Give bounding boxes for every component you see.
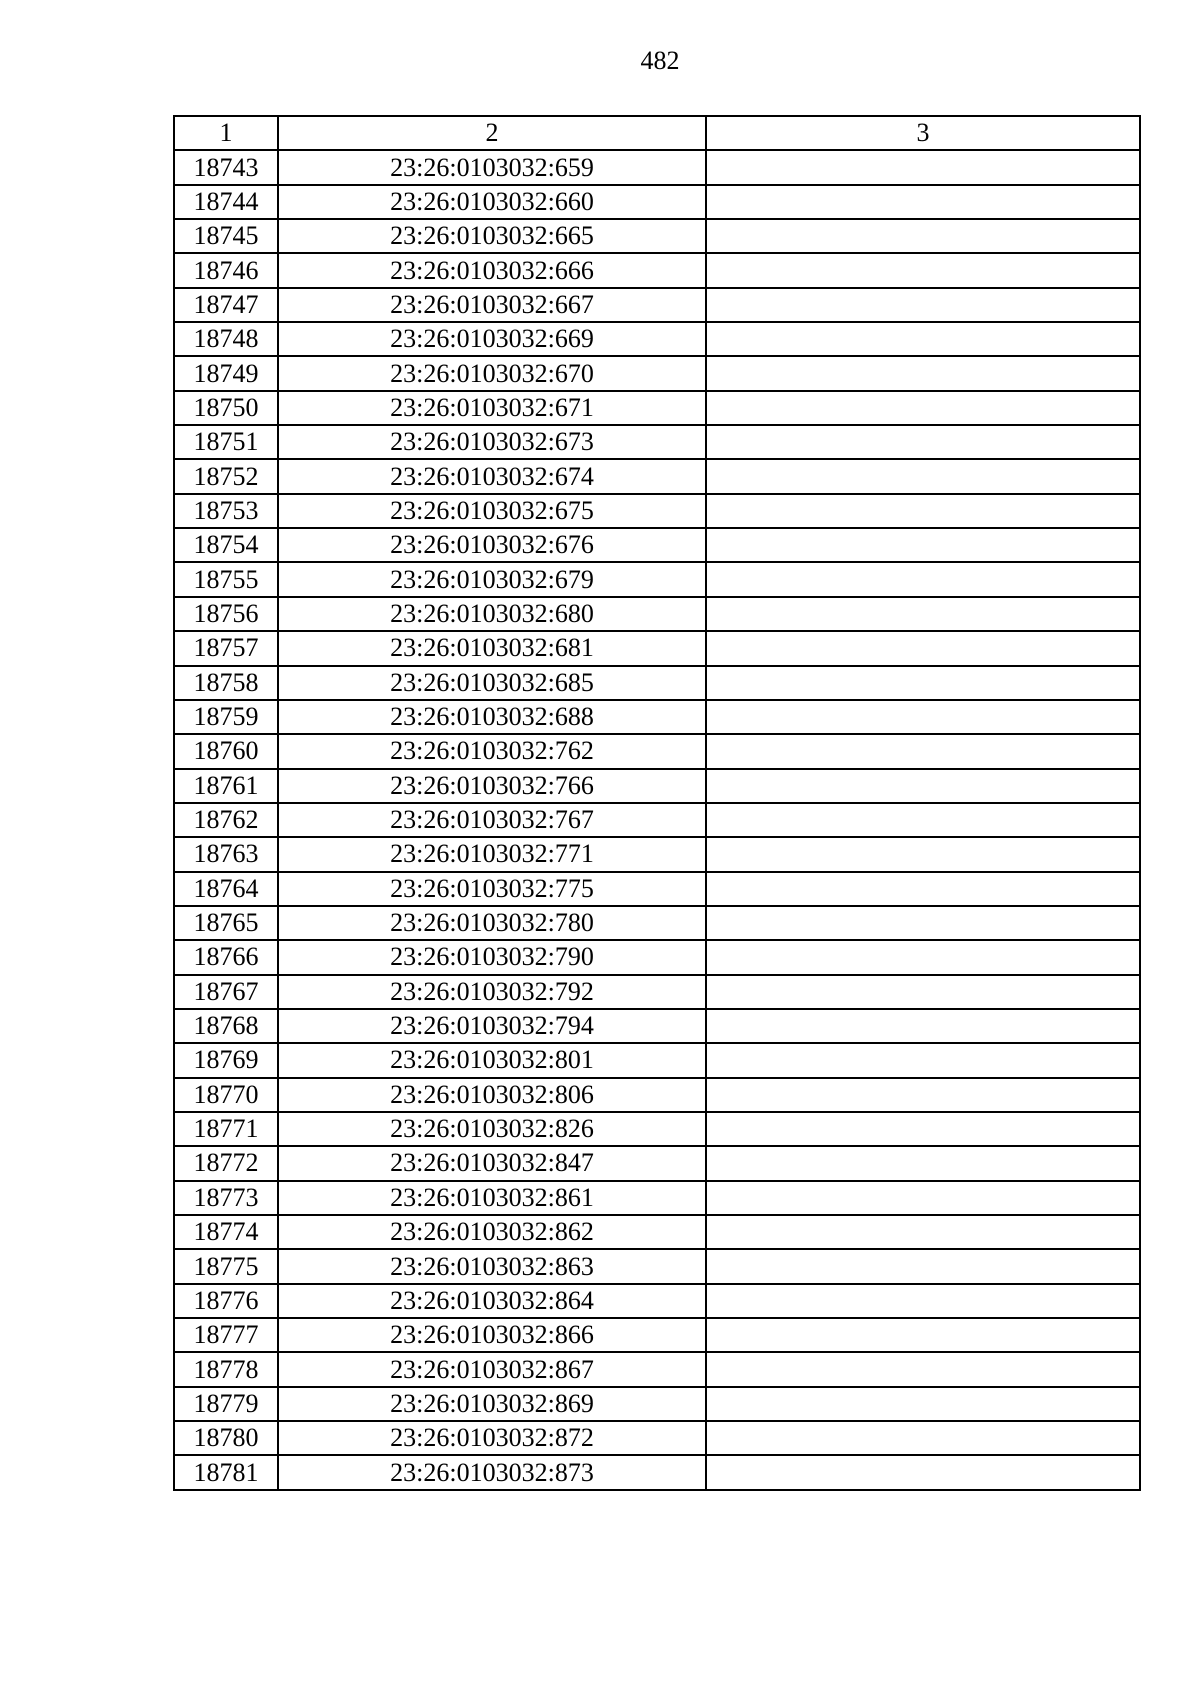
row-number-cell: 18758 (174, 666, 278, 700)
cadastral-number-cell: 23:26:0103032:862 (278, 1215, 706, 1249)
notes-cell (706, 1249, 1140, 1283)
notes-cell (706, 1455, 1140, 1489)
table-row (174, 356, 1140, 390)
notes-cell (706, 1318, 1140, 1352)
cadastral-number-cell: 23:26:0103032:671 (278, 391, 706, 425)
table-row (174, 837, 1140, 871)
table-row (174, 769, 1140, 803)
table-row (174, 1146, 1140, 1180)
row-number-cell: 18762 (174, 803, 278, 837)
table-row (174, 1078, 1140, 1112)
cadastral-number-cell: 23:26:0103032:762 (278, 734, 706, 768)
table-row (174, 1009, 1140, 1043)
row-number-cell: 18752 (174, 459, 278, 493)
row-number-cell: 18745 (174, 219, 278, 253)
row-number-cell: 18746 (174, 253, 278, 287)
cadastral-number-cell: 23:26:0103032:801 (278, 1043, 706, 1077)
cadastral-number-cell: 23:26:0103032:660 (278, 185, 706, 219)
notes-cell (706, 700, 1140, 734)
row-number-cell: 18748 (174, 322, 278, 356)
row-number-cell: 18780 (174, 1421, 278, 1455)
table-row (174, 562, 1140, 596)
row-number-cell: 18768 (174, 1009, 278, 1043)
notes-cell (706, 975, 1140, 1009)
table-row (174, 1455, 1140, 1489)
notes-cell (706, 150, 1140, 184)
row-number-cell: 18743 (174, 150, 278, 184)
table-row (174, 666, 1140, 700)
cadastral-number-cell: 23:26:0103032:674 (278, 459, 706, 493)
cadastral-number-cell: 23:26:0103032:675 (278, 494, 706, 528)
cadastral-number-cell: 23:26:0103032:790 (278, 940, 706, 974)
row-number-cell: 18756 (174, 597, 278, 631)
table-row (174, 322, 1140, 356)
table-row (174, 940, 1140, 974)
notes-cell (706, 906, 1140, 940)
table-row (174, 425, 1140, 459)
notes-cell (706, 1181, 1140, 1215)
notes-cell (706, 837, 1140, 871)
row-number-cell: 18753 (174, 494, 278, 528)
cadastral-number-cell: 23:26:0103032:847 (278, 1146, 706, 1180)
table-row (174, 219, 1140, 253)
table-body (174, 150, 1140, 1489)
table-row (174, 631, 1140, 665)
cadastral-number-cell: 23:26:0103032:680 (278, 597, 706, 631)
cadastral-number-cell: 23:26:0103032:679 (278, 562, 706, 596)
row-number-cell: 18761 (174, 769, 278, 803)
row-number-cell: 18759 (174, 700, 278, 734)
notes-cell (706, 459, 1140, 493)
row-number-cell: 18760 (174, 734, 278, 768)
notes-cell (706, 494, 1140, 528)
row-number-cell: 18777 (174, 1318, 278, 1352)
cadastral-number-cell: 23:26:0103032:794 (278, 1009, 706, 1043)
notes-cell (706, 1078, 1140, 1112)
row-number-cell: 18769 (174, 1043, 278, 1077)
row-number-cell: 18766 (174, 940, 278, 974)
table-row (174, 803, 1140, 837)
row-number-cell: 18764 (174, 872, 278, 906)
cadastral-table (173, 115, 1141, 1491)
notes-cell (706, 253, 1140, 287)
row-number-cell: 18778 (174, 1352, 278, 1386)
cadastral-number-cell: 23:26:0103032:670 (278, 356, 706, 390)
notes-cell (706, 322, 1140, 356)
row-number-cell: 18770 (174, 1078, 278, 1112)
table-row (174, 1043, 1140, 1077)
table-row (174, 734, 1140, 768)
row-number-cell: 18757 (174, 631, 278, 665)
table-row (174, 1181, 1140, 1215)
notes-cell (706, 1352, 1140, 1386)
notes-cell (706, 356, 1140, 390)
column-header-2: 2 (278, 116, 706, 150)
row-number-cell: 18776 (174, 1284, 278, 1318)
cadastral-number-cell: 23:26:0103032:685 (278, 666, 706, 700)
cadastral-number-cell: 23:26:0103032:766 (278, 769, 706, 803)
page-number: 482 (640, 46, 680, 75)
table-row (174, 872, 1140, 906)
row-number-cell: 18749 (174, 356, 278, 390)
notes-cell (706, 769, 1140, 803)
cadastral-number-cell: 23:26:0103032:826 (278, 1112, 706, 1146)
cadastral-number-cell: 23:26:0103032:659 (278, 150, 706, 184)
notes-cell (706, 288, 1140, 322)
cadastral-number-cell: 23:26:0103032:872 (278, 1421, 706, 1455)
row-number-cell: 18754 (174, 528, 278, 562)
row-number-cell: 18771 (174, 1112, 278, 1146)
row-number-cell: 18751 (174, 425, 278, 459)
notes-cell (706, 666, 1140, 700)
table-row (174, 1352, 1140, 1386)
notes-cell (706, 1009, 1140, 1043)
table-row (174, 459, 1140, 493)
row-number-cell: 18779 (174, 1387, 278, 1421)
cadastral-number-cell: 23:26:0103032:667 (278, 288, 706, 322)
row-number-cell: 18781 (174, 1455, 278, 1489)
table-row (174, 1249, 1140, 1283)
notes-cell (706, 1215, 1140, 1249)
notes-cell (706, 734, 1140, 768)
row-number-cell: 18773 (174, 1181, 278, 1215)
notes-cell (706, 1421, 1140, 1455)
cadastral-number-cell: 23:26:0103032:806 (278, 1078, 706, 1112)
cadastral-number-cell: 23:26:0103032:863 (278, 1249, 706, 1283)
cadastral-number-cell: 23:26:0103032:867 (278, 1352, 706, 1386)
row-number-cell: 18755 (174, 562, 278, 596)
cadastral-number-cell: 23:26:0103032:775 (278, 872, 706, 906)
row-number-cell: 18772 (174, 1146, 278, 1180)
notes-cell (706, 1112, 1140, 1146)
notes-cell (706, 185, 1140, 219)
table-row (174, 597, 1140, 631)
cadastral-number-cell: 23:26:0103032:864 (278, 1284, 706, 1318)
notes-cell (706, 940, 1140, 974)
notes-cell (706, 562, 1140, 596)
notes-cell (706, 1284, 1140, 1318)
row-number-cell: 18774 (174, 1215, 278, 1249)
table-row (174, 1284, 1140, 1318)
table-row (174, 288, 1140, 322)
table-row (174, 1387, 1140, 1421)
cadastral-number-cell: 23:26:0103032:861 (278, 1181, 706, 1215)
cadastral-number-cell: 23:26:0103032:873 (278, 1455, 706, 1489)
table-row (174, 1215, 1140, 1249)
notes-cell (706, 391, 1140, 425)
notes-cell (706, 803, 1140, 837)
cadastral-number-cell: 23:26:0103032:792 (278, 975, 706, 1009)
notes-cell (706, 872, 1140, 906)
table-row (174, 700, 1140, 734)
table-header (174, 116, 1140, 150)
table-row (174, 185, 1140, 219)
cadastral-number-cell: 23:26:0103032:869 (278, 1387, 706, 1421)
cadastral-number-cell: 23:26:0103032:767 (278, 803, 706, 837)
cadastral-number-cell: 23:26:0103032:666 (278, 253, 706, 287)
table-row (174, 1318, 1140, 1352)
table-row (174, 253, 1140, 287)
column-header-3: 3 (706, 116, 1140, 150)
table-row (174, 528, 1140, 562)
row-number-cell: 18744 (174, 185, 278, 219)
table-row (174, 906, 1140, 940)
notes-cell (706, 1387, 1140, 1421)
row-number-cell: 18767 (174, 975, 278, 1009)
row-number-cell: 18750 (174, 391, 278, 425)
table-row (174, 391, 1140, 425)
cadastral-number-cell: 23:26:0103032:673 (278, 425, 706, 459)
cadastral-number-cell: 23:26:0103032:676 (278, 528, 706, 562)
table-row (174, 1421, 1140, 1455)
table-row (174, 150, 1140, 184)
row-number-cell: 18775 (174, 1249, 278, 1283)
notes-cell (706, 528, 1140, 562)
notes-cell (706, 597, 1140, 631)
cadastral-number-cell: 23:26:0103032:665 (278, 219, 706, 253)
table-row (174, 1112, 1140, 1146)
header-row (174, 116, 1140, 150)
notes-cell (706, 631, 1140, 665)
column-header-1: 1 (174, 116, 278, 150)
row-number-cell: 18763 (174, 837, 278, 871)
cadastral-number-cell: 23:26:0103032:688 (278, 700, 706, 734)
table-row (174, 494, 1140, 528)
row-number-cell: 18747 (174, 288, 278, 322)
cadastral-number-cell: 23:26:0103032:669 (278, 322, 706, 356)
notes-cell (706, 1043, 1140, 1077)
notes-cell (706, 1146, 1140, 1180)
notes-cell (706, 219, 1140, 253)
cadastral-number-cell: 23:26:0103032:780 (278, 906, 706, 940)
cadastral-number-cell: 23:26:0103032:866 (278, 1318, 706, 1352)
cadastral-number-cell: 23:26:0103032:681 (278, 631, 706, 665)
row-number-cell: 18765 (174, 906, 278, 940)
cadastral-number-cell: 23:26:0103032:771 (278, 837, 706, 871)
notes-cell (706, 425, 1140, 459)
table-row (174, 975, 1140, 1009)
